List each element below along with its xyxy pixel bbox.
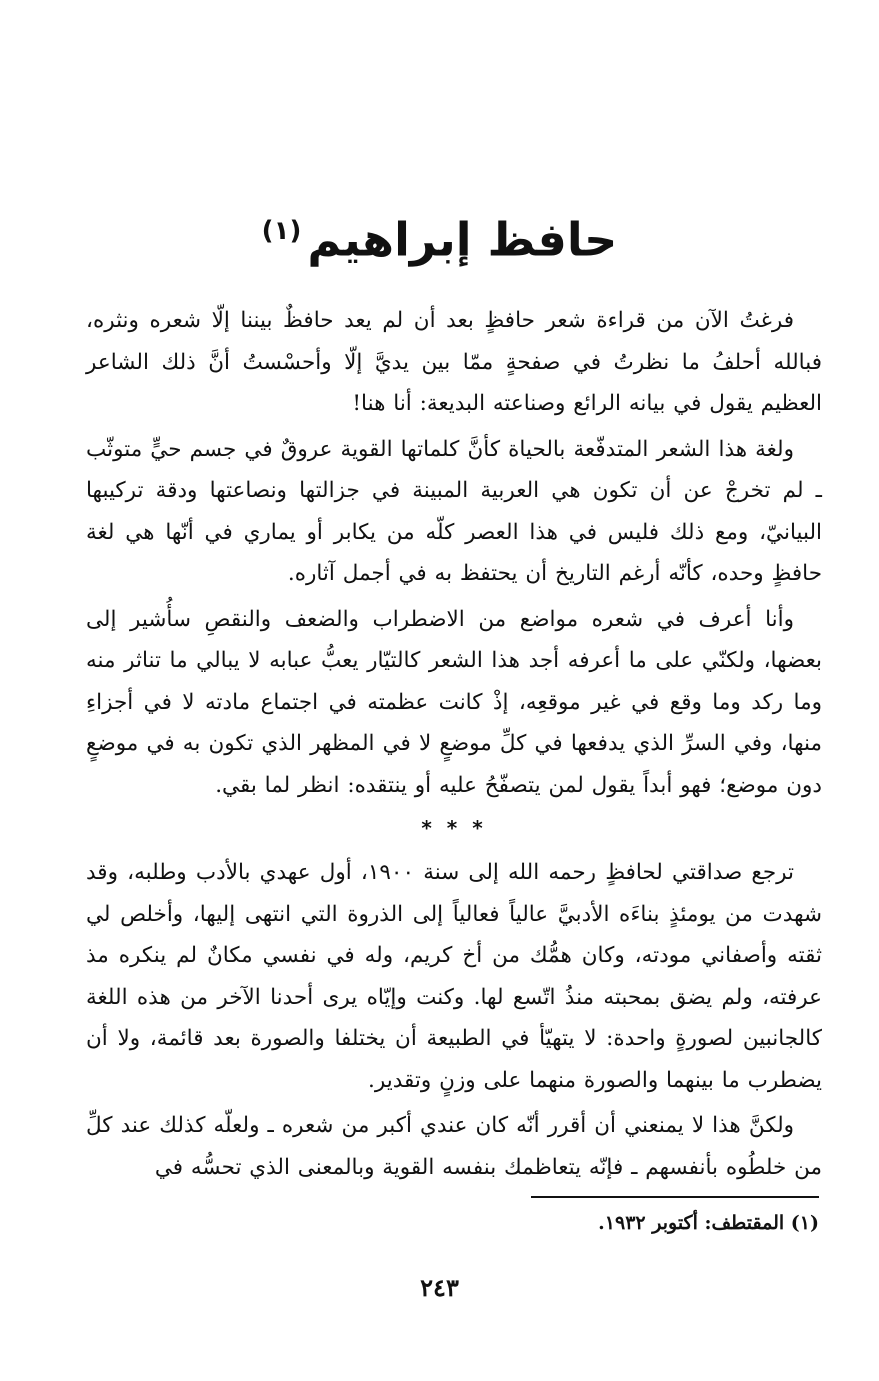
paragraph: ولغة هذا الشعر المتدفّعة بالحياة كأنَّ كلماتها القوية عروقٌ في جسم حيٍّ متوثّب ـ لم تخرجْ عن أن تكون هي العربية المبينة في جزالتها ونصاعتها ودقة تركيبها البيانيّ، ومع ذلك فليس في هذا العصر كلّه من يكابر أو يماري في أنّها هي لغة حافظٍ وحده، كأنّه أرغم التاريخ أن يحتفظ به في أجمل آثاره.: [86, 436, 822, 586]
article-body: [86, 300, 822, 1192]
paragraph: ولكنَّ هذا لا يمنعني أن أقرر أنّه كان عندي أكبر من شعره ـ ولعلّه كذلك عند كلِّ من خلطُوه بأنفسهم ـ فإنّه يتعاظمك بنفسه القوية وبالمعنى الذي تحسُّه في: [86, 1113, 822, 1180]
paragraph: فرغتُ الآن من قراءة شعر حافظٍ بعد أن لم يعد حافظٌ بيننا إلّا شعره ونثره، فبالله أحلفُ ما نظرتُ في صفحةٍ ممّا بين يديَّ إلّا وأحسْستُ أنَّ ذلك الشاعر العظيم يقول في بيانه الرائع وصناعته البديعة: أنا هنا!: [86, 308, 822, 416]
paragraph: وأنا أعرف في شعره مواضع من الاضطراب والضعف والنقصِ سأُشير إلى بعضها، ولكنّي على ما أعرفه أجد هذا الشعر كالتيّار يعبُّ عبابه لا يبالي ما تناثر منه وما ركد وما وقع في غير موقعِه، إذْ كانت عظمته في اجتماع مادته لا في أجزاءِ منها، وفي السرِّ الذي يدفعها في كلِّ موضعٍ لا في المظهر الذي تكون به في موضعٍ دون موضع؛ فهو أبداً يقول لمن يتصفّحُ عليه أو ينتقده: انظر لما بقي.: [86, 606, 822, 798]
footnote: (١) المقتطف: أكتوبر ١٩٣٢.: [598, 1212, 819, 1234]
title-text: حافظ إبراهيم: [307, 212, 618, 267]
section-separator: * * *: [421, 816, 487, 840]
title-footnote-marker: (١): [261, 216, 302, 246]
page-number: ٢٤٣: [420, 1273, 459, 1302]
page-title: [0, 196, 879, 274]
paragraph: ترجع صداقتي لحافظٍ رحمه الله إلى سنة ١٩٠٠، أول عهدي بالأدب وطلبه، وقد شهدت من يومئذٍ بناءَه الأدبيَّ عالياً فعالياً إلى الذروة التي انتهى إليها، وأخلص لي ثقته وأصفاني مودته، وكان همُّك من أخ كريم، وله في نفسي مكانٌ لم ينكره مذ عرفته، ولم يضق بمحبته منذُ اتّسع لها. وكنت وإيّاه يرى أحدنا الآخر من هذه اللغة كالجانبين لصورةٍ واحدة: لا يتهيّأ في الطبيعة أن يختلفا والصورة بعد قائمة، ولا أن يضطرب ما بينهما والصورة منهما على وزنٍ وتقدير.: [86, 860, 822, 1093]
footnote-divider: [531, 1196, 819, 1198]
